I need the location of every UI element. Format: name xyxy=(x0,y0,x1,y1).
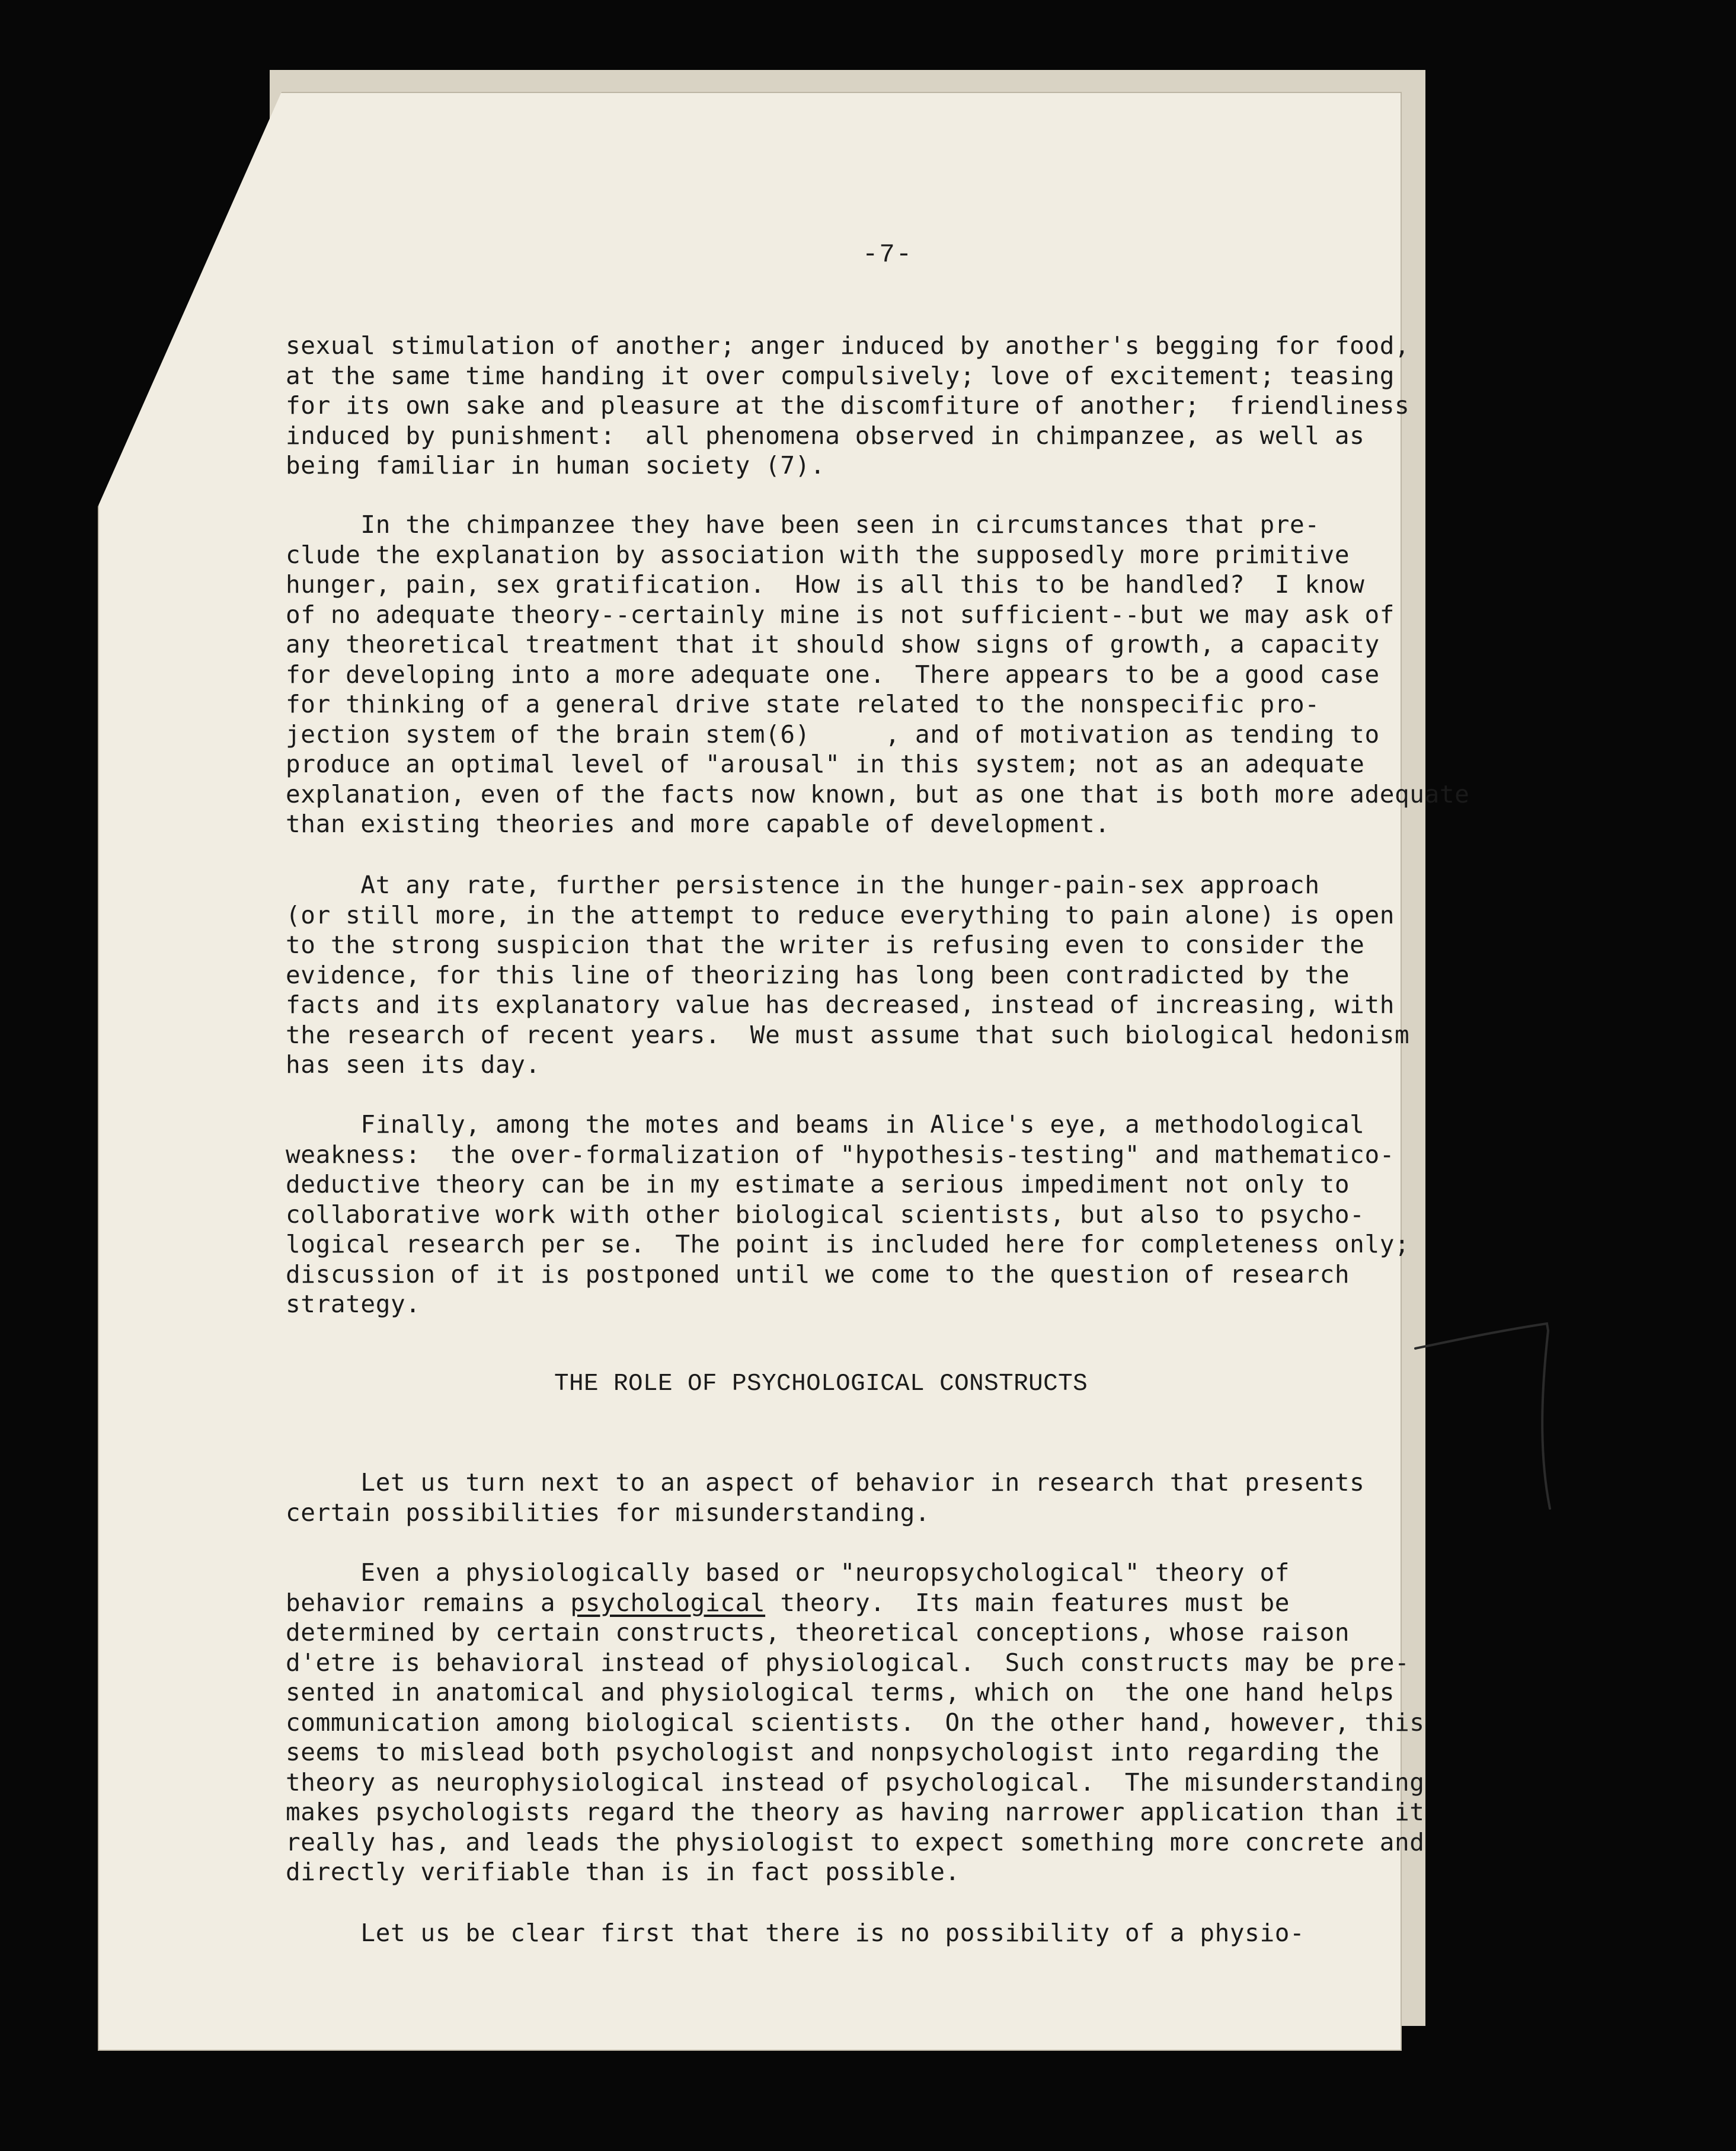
paragraph-2-line: explanation, even of the facts now known, but as one that is both more adequate xyxy=(286,779,1470,808)
underlined-word: psychological xyxy=(570,1588,766,1617)
paragraph-7 xyxy=(286,1918,1305,1948)
paragraph-2-line: for thinking of a general drive state related to the nonspecific pro- xyxy=(286,690,1320,718)
paragraph-4-line: collaborative work with other biological scientists, but also to psycho- xyxy=(286,1200,1365,1229)
paragraph-3-line: (or still more, in the attempt to reduce everything to pain alone) is open xyxy=(286,900,1395,929)
paragraph-1-line: for its own sake and pleasure at the discomfiture of another; friendliness xyxy=(286,391,1410,420)
paragraph-2-line: for developing into a more adequate one. There appears to be a good case xyxy=(286,660,1380,689)
paragraph-2-line: hunger, pain, sex gratification. How is all this to be handled? I know xyxy=(286,570,1365,599)
paragraph-6-text-after: theory. Its main features must be determined by certain constructs, theoretical conceptions, whose raison d'etre is behavioral instead of physiological. Such constructs may be pre- sented in anatomical and physiological terms, which on the one hand helps communication among biological scientists. On the other hand, however, this seems to mislead both psychologist and nonpsychologist into regarding the theory as neurophysiological instead of psychological. The misunderstanding makes psychologists regard the theory as having narrower application than it really has, and leads the physiologist to expect something more concrete and directly verifiable than is in fact possible. xyxy=(286,1588,1425,1886)
paragraph-4-line: Finally, among the motes and beams in Alice's eye, a methodological xyxy=(286,1110,1365,1139)
paragraph-4-line: logical research per se. The point is included here for completeness only; xyxy=(286,1230,1410,1258)
paragraph-2-line: than existing theories and more capable of development. xyxy=(286,810,1110,838)
paragraph-6 xyxy=(286,1558,1425,1887)
paragraph-3-line: evidence, for this line of theorizing has long been contradicted by the xyxy=(286,960,1350,989)
paragraph-5 xyxy=(286,1468,1364,1527)
paragraph-3-line: the research of recent years. We must assume that such biological hedonism xyxy=(286,1020,1410,1049)
paragraph-1-line: sexual stimulation of another; anger induced by another's begging for food, xyxy=(286,331,1410,360)
paragraph-5-line: certain possibilities for misunderstanding. xyxy=(286,1498,931,1527)
paragraph-2-line: In the chimpanzee they have been seen in circumstances that pre- xyxy=(286,510,1320,539)
paragraph-2-line: any theoretical treatment that it should show signs of growth, a capacity xyxy=(286,630,1380,659)
paragraph-3-line: At any rate, further persistence in the hunger-pain-sex approach xyxy=(286,871,1320,899)
paragraph-1-line: induced by punishment: all phenomena observed in chimpanzee, as well as xyxy=(286,421,1365,450)
page-number: -7- xyxy=(862,240,913,270)
paragraph-1 xyxy=(286,331,1409,481)
paragraph-4-line: deductive theory can be in my estimate a serious impediment not only to xyxy=(286,1170,1350,1198)
paragraph-7-line: Let us be clear first that there is no possibility of a physio- xyxy=(286,1919,1305,1947)
paragraph-5-line: Let us turn next to an aspect of behavior in research that presents xyxy=(286,1468,1365,1497)
paragraph-4 xyxy=(286,1110,1409,1319)
paragraph-4-line: strategy. xyxy=(286,1290,421,1318)
paragraph-3 xyxy=(286,870,1409,1080)
paragraph-1-line: at the same time handing it over compulsively; love of excitement; teasing xyxy=(286,361,1395,390)
paragraph-6-text-before: Even a physiologically based or "neuropsychological" theory of behavior remains a xyxy=(286,1558,1290,1617)
paragraph-2-line: of no adequate theory--certainly mine is not sufficient--but we may ask of xyxy=(286,600,1395,629)
paragraph-4-line: discussion of it is postponed until we come to the question of research xyxy=(286,1260,1350,1289)
paragraph-2 xyxy=(286,510,1469,839)
paragraph-3-line: has seen its day. xyxy=(286,1050,541,1079)
paragraph-2-line: jection system of the brain stem(6) , and of motivation as tending to xyxy=(286,720,1380,749)
paragraph-1-line: being familiar in human society (7). xyxy=(286,451,826,480)
paragraph-3-line: to the strong suspicion that the writer is refusing even to consider the xyxy=(286,931,1365,959)
paragraph-2-line: clude the explanation by association with the supposedly more primitive xyxy=(286,540,1350,569)
paragraph-2-line: produce an optimal level of "arousal" in this system; not as an adequate xyxy=(286,750,1365,778)
paragraph-4-line: weakness: the over-formalization of "hypothesis-testing" and mathematico- xyxy=(286,1140,1395,1169)
handwritten-bracket-mark xyxy=(1411,1313,1559,1514)
paragraph-3-line: facts and its explanatory value has decreased, instead of increasing, with xyxy=(286,990,1395,1019)
section-heading: THE ROLE OF PSYCHOLOGICAL CONSTRUCTS xyxy=(554,1370,1088,1398)
